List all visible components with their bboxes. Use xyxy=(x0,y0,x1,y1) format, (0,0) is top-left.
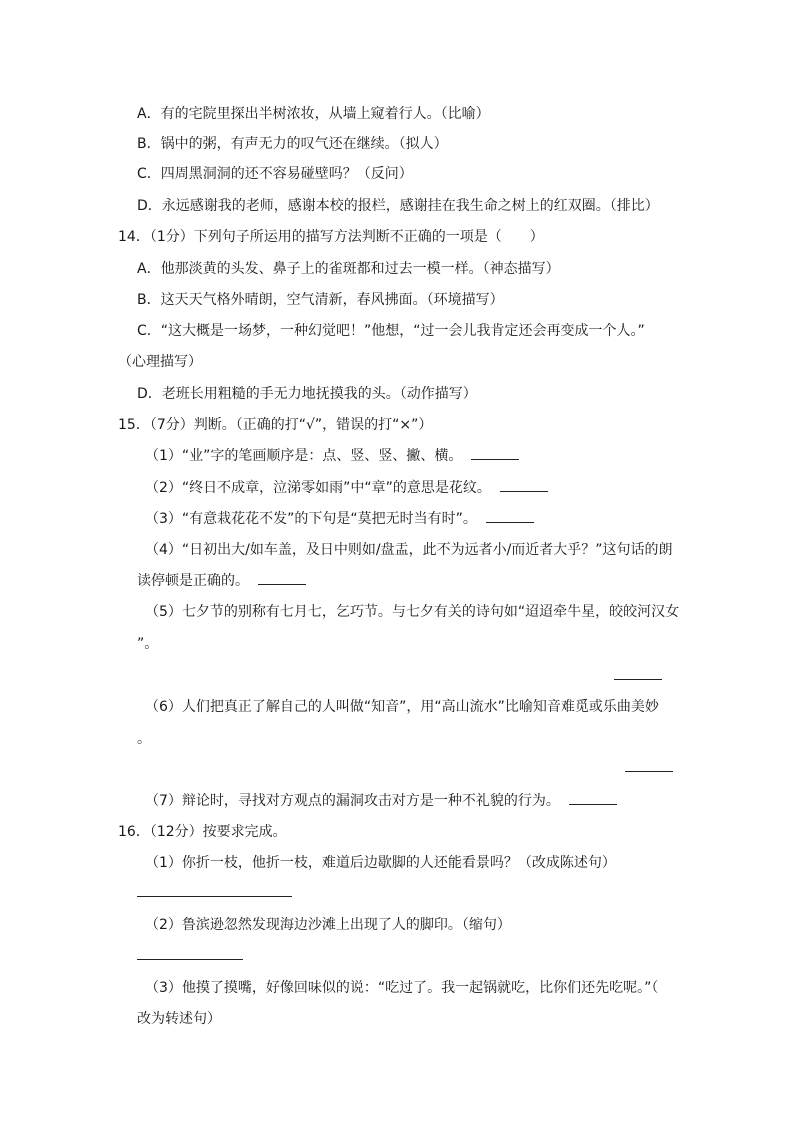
q14-option-d: D．老班长用粗糙的手无力地抚摸我的头。（动作描写） xyxy=(137,386,477,402)
q15-item-7: （7）辩论时，寻找对方观点的漏洞攻击对方是一种不礼貌的行为。 xyxy=(145,791,617,811)
answer-blank[interactable] xyxy=(500,479,548,492)
q15-item-3: （3）“有意栽花花不发”的下句是“莫把无时当有时”。 xyxy=(145,509,534,529)
q15-item-2: （2）“终日不成章，泣涕零如雨”中“章”的意思是花纹。 xyxy=(145,478,548,498)
q16-item-3-cont: 改为转述句） xyxy=(137,1011,221,1027)
q16-item-2: （2）鲁滨逊忽然发现海边沙滩上出现了人的脚印。（缩句） xyxy=(145,917,511,933)
q14-option-c: C．“这大概是一场梦，一种幻觉吧！”他想，“过一会儿我肯定还会再变成一个人。” xyxy=(137,323,645,339)
q16-item-1: （1）你折一枝，他折一枝，难道后边歇脚的人还能看景吗？（改成陈述句） xyxy=(145,855,616,871)
answer-line[interactable] xyxy=(137,896,292,897)
q14-stem: 14．（1分）下列句子所运用的描写方法判断不正确的一项是（ ） xyxy=(118,229,544,245)
q15-item-5: （5）七夕节的别称有七月七，乞巧节。与七夕有关的诗句如“迢迢牵牛星，皎皎河汉女 xyxy=(145,604,680,620)
answer-blank[interactable] xyxy=(569,792,617,805)
q15-item-4-cont: 读停顿是正确的。 xyxy=(137,571,306,591)
q13-option-d: D．永远感谢我的老师，感谢本校的报栏，感谢挂在我生命之树上的红双圈。（排比） xyxy=(137,198,659,214)
q15-stem: 15．（7分）判断。（正确的打“√”，错误的打“×”） xyxy=(118,417,433,433)
answer-blank[interactable] xyxy=(625,771,673,772)
q16-stem: 16．（12分）按要求完成。 xyxy=(118,824,287,840)
answer-blank[interactable] xyxy=(258,572,306,585)
q15-item-6-cont: 。 xyxy=(137,731,151,747)
q15-item-1: （1）“业”字的笔画顺序是：点、竖、竖、撇、横。 xyxy=(145,446,519,466)
q13-option-c: C．四周黑洞洞的还不容易碰壁吗？（反问） xyxy=(137,166,413,182)
answer-blank[interactable] xyxy=(486,510,534,523)
q16-item-3: （3）他摸了摸嘴，好像回味似的说：“吃过了。我一起锅就吃，比你们还先吃呢。”（ xyxy=(145,980,659,996)
answer-blank[interactable] xyxy=(614,679,662,680)
q13-option-b: B．锅中的粥，有声无力的叹气还在继续。（拟人） xyxy=(137,136,448,152)
answer-blank[interactable] xyxy=(471,447,519,460)
q15-item-6: （6）人们把真正了解自己的人叫做“知音”，用“高山流水”比喻知音难觅或乐曲美妙 xyxy=(145,699,659,715)
q14-option-a: A．他那淡黄的头发、鼻子上的雀斑都和过去一模一样。（神态描写） xyxy=(137,261,560,277)
q14-option-b: B．这天天气格外晴朗，空气清新，春风拂面。（环境描写） xyxy=(137,292,504,308)
q15-item-4: （4）“日初出大/如车盖，及日中则如/盘盂，此不为远者小/而近者大乎？”这句话的朗 xyxy=(145,542,673,558)
q14-option-c-cont: （心理描写） xyxy=(118,354,202,370)
answer-line[interactable] xyxy=(137,959,243,960)
q13-option-a: A．有的宅院里探出半树浓妆，从墙上窥着行人。（比喻） xyxy=(137,106,490,122)
q15-item-5-cont: ”。 xyxy=(137,636,159,652)
